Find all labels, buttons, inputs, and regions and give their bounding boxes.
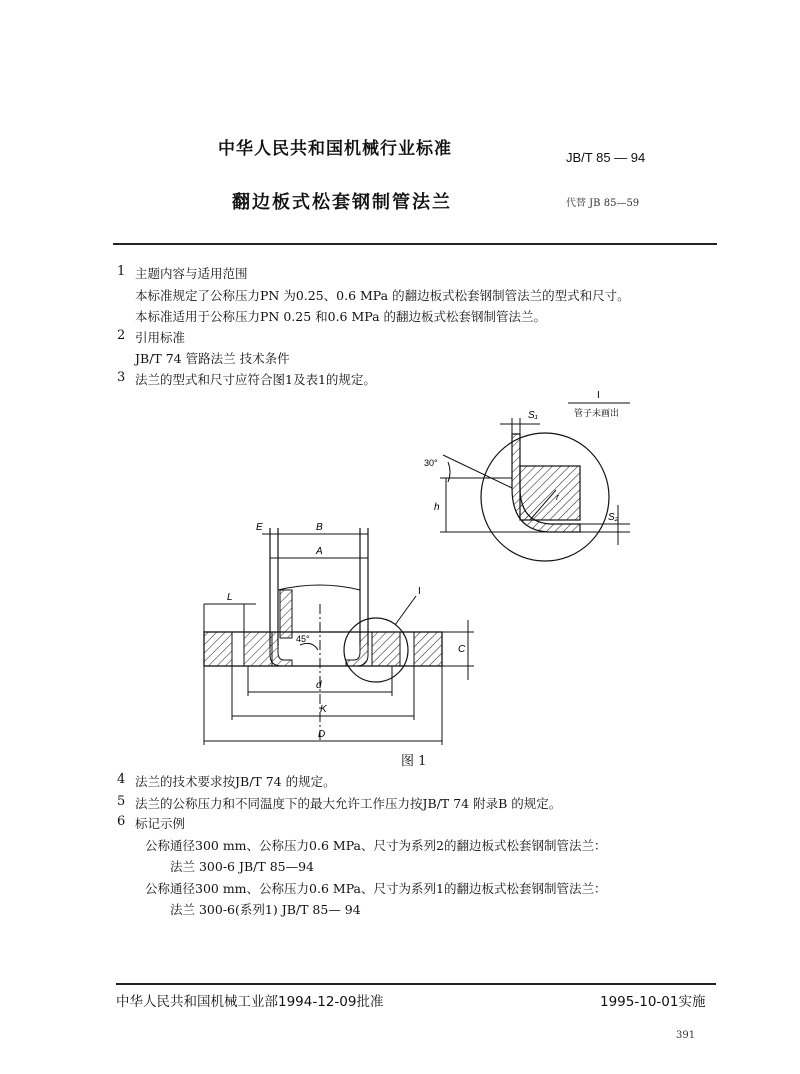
section-6-title: 标记示例 bbox=[135, 816, 186, 831]
section-5-title: 法兰的公称压力和不同温度下的最大允许工作压力按JB/T 74 附录B 的规定。 bbox=[135, 796, 562, 811]
label-b: B bbox=[316, 522, 323, 533]
section-4-title: 法兰的技术要求按JB/T 74 的规定。 bbox=[135, 774, 336, 789]
replaces-note: 代替 JB 85—59 bbox=[566, 198, 640, 209]
detail-subtitle: 管子未画出 bbox=[574, 408, 620, 418]
section-2-number: 2 bbox=[117, 328, 126, 343]
page-number: 391 bbox=[676, 1030, 696, 1041]
label-30deg: 30° bbox=[424, 458, 438, 468]
section-3-number: 3 bbox=[117, 370, 126, 385]
label-e: E bbox=[256, 522, 263, 533]
label-s2: S₂ bbox=[608, 512, 619, 523]
org-title: 中华人民共和国机械行业标准 bbox=[218, 139, 452, 159]
section-2-line: JB/T 74 管路法兰 技术条件 bbox=[135, 351, 290, 366]
standard-number: JB/T 85 — 94 bbox=[566, 150, 646, 165]
example-1-description: 公称通径300 mm、公称压力0.6 MPa、尺寸为系列2的翻边板式松套钢制管法兰： bbox=[145, 838, 607, 853]
label-45deg: 45° bbox=[296, 634, 310, 644]
label-d-large: D bbox=[318, 729, 326, 740]
label-r: r bbox=[556, 492, 559, 502]
effective-date: 1995-10-01实施 bbox=[600, 994, 706, 1010]
label-k: K bbox=[320, 704, 327, 715]
example-2-marking: 法兰 300-6(系列1) JB/T 85— 94 bbox=[170, 902, 361, 917]
section-1-line-1: 本标准规定了公称压力PN 为0.25、0.6 MPa 的翻边板式松套钢制管法兰的型式和尺寸。 bbox=[135, 288, 630, 303]
label-c: C bbox=[458, 644, 466, 655]
approval-line: 中华人民共和国机械工业部1994-12-09批准 bbox=[116, 994, 384, 1010]
label-h: h bbox=[434, 502, 440, 513]
section-3-title: 法兰的型式和尺寸应符合图1及表1的规定。 bbox=[135, 372, 376, 387]
section-1-line-2: 本标准适用于公称压力PN 0.25 和0.6 MPa 的翻边板式松套钢制管法兰。 bbox=[135, 309, 547, 324]
label-d-small: d bbox=[316, 680, 322, 691]
section-1-title: 主题内容与适用范围 bbox=[135, 266, 248, 281]
section-4-number: 4 bbox=[117, 772, 126, 787]
section-2-title: 引用标准 bbox=[135, 330, 186, 345]
example-2-description: 公称通径300 mm、公称压力0.6 MPa、尺寸为系列1的翻边板式松套钢制管法兰： bbox=[145, 881, 607, 896]
label-l: L bbox=[227, 592, 233, 603]
section-1-number: 1 bbox=[117, 264, 126, 279]
label-i: I bbox=[418, 586, 421, 597]
detail-title: I bbox=[597, 390, 600, 401]
example-1-marking: 法兰 300-6 JB/T 85—94 bbox=[170, 859, 315, 874]
section-5-number: 5 bbox=[117, 794, 126, 809]
label-s1: S₁ bbox=[528, 410, 538, 421]
section-6-number: 6 bbox=[117, 814, 126, 829]
label-a: A bbox=[316, 546, 323, 557]
footer-rule bbox=[116, 983, 716, 985]
figure-caption: 图 1 bbox=[401, 754, 427, 769]
doc-title: 翻边板式松套钢制管法兰 bbox=[232, 192, 452, 213]
